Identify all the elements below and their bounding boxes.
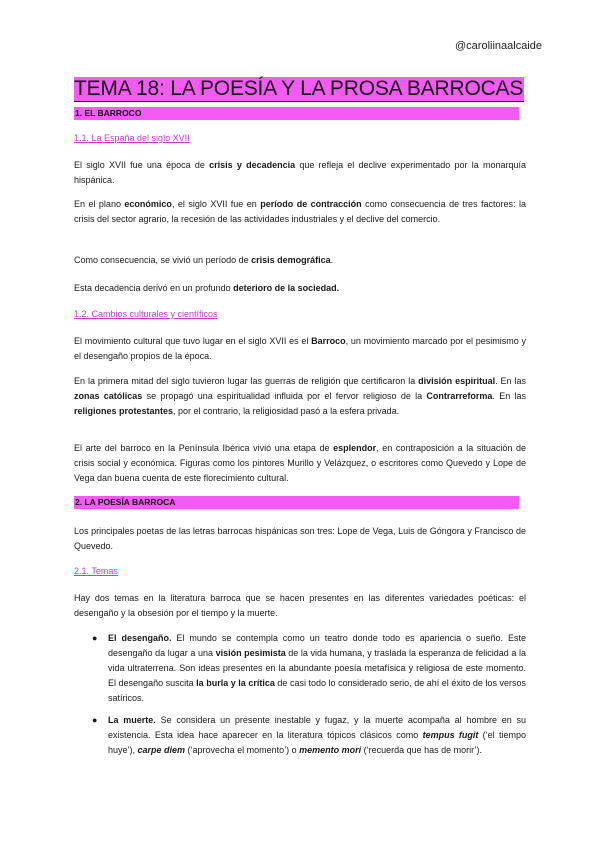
list-item-muerte: La muerte. Se considera un presente inestable y fugaz, y la muerte acompaña al hombre en su existencia. Esta idea hace aparecer en la literatura tópicos clásicos como tempus fugit (‘el tiempo huye’), carpe diem (‘aprovecha el momento’) o memento mori (‘recuerda que has de morir’).: [108, 715, 527, 755]
section-heading-barroco: 1. EL BARROCO: [74, 107, 519, 120]
subsection-heading-temas: 2.1. Temas: [74, 566, 118, 576]
page-title: TEMA 18: LA POESÍA Y LA PROSA BARROCAS: [74, 77, 524, 100]
paragraph-deterioro: Esta decadencia derivó en un profundo deterioro de la sociedad.: [74, 283, 340, 293]
list-item-desengano: El desengaño. El mundo se contempla como un teatro donde todo es apariencia o sueño. Este desengaño da lugar a una visión pesimista de la vida humana, y traslada la esperanza de felicidad a la vida ultraterrena. Son ideas presentes en la abundante poesía metafísica y religiosa de este momento. El desengaño suscita la burla y la crítica de casi todo lo considerado serio, de ahí el éxito de los versos satíricos.: [108, 633, 527, 703]
author-handle: @caroliinaalcaide: [455, 40, 542, 52]
paragraph-religion: En la primera mitad del siglo tuvieron lugar las guerras de religión que certificaron la división espiritual. En las zonas católicas se propagó una espiritualidad influida por el fervor religioso de la Contrarreforma. En las religiones protestantes, por el contrario, la religiosidad pasó a la esfera privada.: [74, 376, 527, 416]
paragraph-poetas: Los principales poetas de las letras barrocas hispánicas son tres: Lope de Vega, Luis de Góngora y Francisco de Quevedo.: [74, 526, 526, 551]
bullet-icon: ●: [92, 715, 98, 725]
bullet-icon: ●: [92, 633, 98, 643]
paragraph-crisis: El siglo XVII fue una época de crisis y decadencia que refleja el declive experimentado por la monarquía hispánica.: [74, 160, 526, 185]
subsection-heading-espana: 1.1. La España del siglo XVII: [74, 133, 190, 143]
paragraph-temas: Hay dos temas en la literatura barroca que se hacen presentes en las diferentes variedades poéticas: el desengaño y la obsesión por el tiempo y la muerte.: [74, 593, 526, 618]
paragraph-arte: El arte del barroco en la Península Ibérica vivió una etapa de esplendor, en contraposición a la situación de crisis social y económica. Figuras como los pintores Murillo y Velázquez, o escritores como Quevedo y Lope de Vega dan buena cuenta de este florecimiento cultural.: [74, 443, 527, 483]
section-heading-poesia: 2. LA POESÍA BARROCA: [74, 496, 519, 509]
paragraph-economico: En el plano económico, el siglo XVII fue en período de contracción como consecuencia de tres factores: la crisis del sector agrario, la recesión de las actividades industriales y el declive del comercio.: [74, 199, 526, 224]
subsection-heading-cambios: 1.2. Cambios culturales y científicos: [74, 309, 218, 319]
paragraph-demografica: Como consecuencia, se vivió un período de crisis demográfica.: [74, 255, 334, 265]
paragraph-movimiento: El movimiento cultural que tuvo lugar en el siglo XVII es el Barroco, un movimiento marcado por el pesimismo y el desengaño propios de la época.: [74, 336, 526, 361]
